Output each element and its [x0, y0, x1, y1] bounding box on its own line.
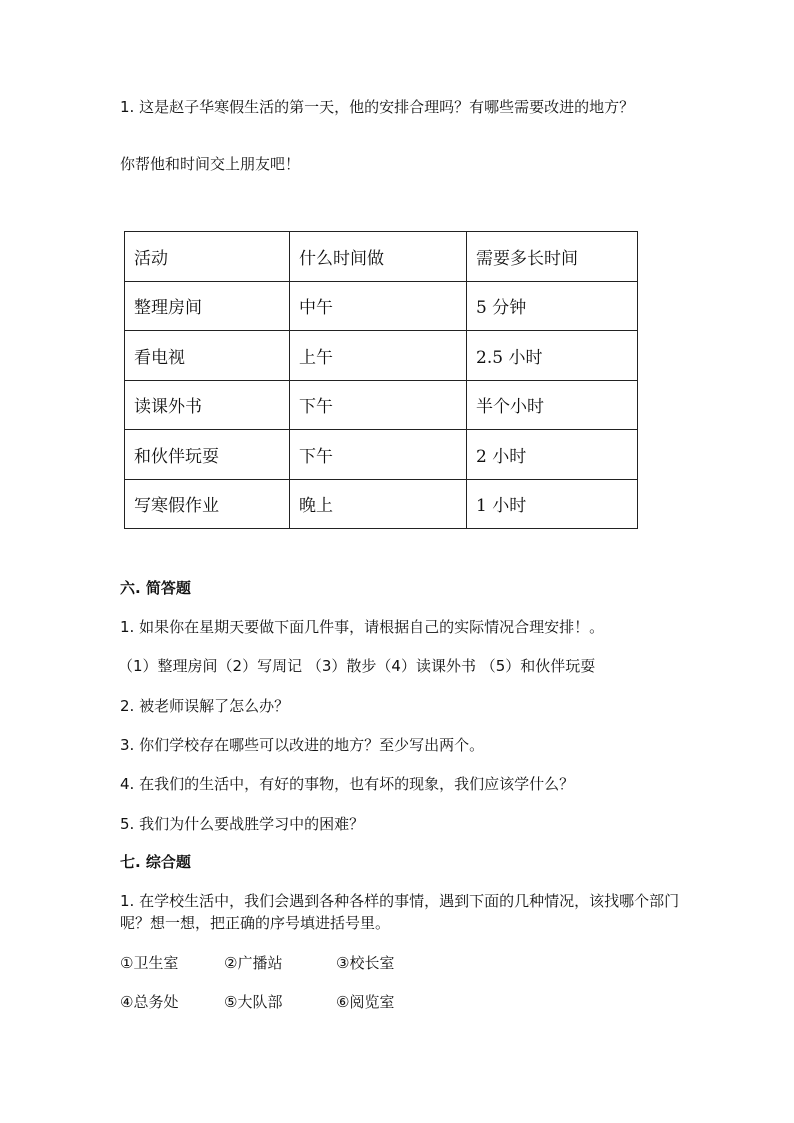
table-header-cell: 什么时间做: [290, 232, 467, 282]
option-item: ④总务处: [120, 993, 179, 1011]
question-1-text: 1. 这是赵子华寒假生活的第一天，他的安排合理吗？有哪些需要改进的地方？: [120, 98, 635, 116]
table-header-cell: 需要多长时间: [467, 232, 638, 282]
table-cell: 晚上: [290, 479, 467, 529]
table-cell: 下午: [290, 430, 467, 480]
section-6-question-5: 5. 我们为什么要战胜学习中的困难？: [120, 815, 365, 833]
schedule-table: [124, 231, 638, 529]
section-6-question-2: 2. 被老师误解了怎么办？: [120, 697, 290, 715]
question-1-prompt: 你帮他和时间交上朋友吧！: [120, 155, 301, 173]
option-item: ⑤大队部: [224, 993, 283, 1011]
table-cell: 写寒假作业: [125, 479, 290, 529]
option-item: ⑥阅览室: [336, 993, 395, 1011]
section-6-question-1-items: （1）整理房间（2）写周记 （3）散步（4）读课外书 （5）和伙伴玩耍: [118, 657, 596, 675]
section-7-question-1: 1. 在学校生活中，我们会遇到各种各样的事情，遇到下面的几种情况，该找哪个部门呢？想一想，把正确的序号填进括号里。: [120, 892, 680, 932]
table-cell: 看电视: [125, 331, 290, 381]
table-cell: 下午: [290, 380, 467, 430]
table-row: [125, 380, 638, 430]
table-cell: 上午: [290, 331, 467, 381]
option-item: ③校长室: [336, 954, 395, 972]
table-cell: 和伙伴玩耍: [125, 430, 290, 480]
section-6-question-1: 1. 如果你在星期天要做下面几件事，请根据自己的实际情况合理安排！。: [120, 618, 605, 636]
table-cell: 半个小时: [467, 380, 638, 430]
table-row: [125, 479, 638, 529]
section-6-title: 六. 简答题: [120, 579, 191, 597]
table-row: [125, 331, 638, 381]
table-row: [125, 281, 638, 331]
table-cell: 5 分钟: [467, 281, 638, 331]
table-row: [125, 430, 638, 480]
option-item: ①卫生室: [120, 954, 179, 972]
table-cell: 2 小时: [467, 430, 638, 480]
section-6-question-4: 4. 在我们的生活中，有好的事物，也有坏的现象，我们应该学什么？: [120, 775, 575, 793]
table-cell: 整理房间: [125, 281, 290, 331]
section-6-question-3: 3. 你们学校存在哪些可以改进的地方？至少写出两个。: [120, 736, 485, 754]
table-cell: 中午: [290, 281, 467, 331]
table-header-row: [125, 232, 638, 282]
section-7-title: 七. 综合题: [120, 853, 191, 871]
table-cell: 读课外书: [125, 380, 290, 430]
option-item: ②广播站: [224, 954, 283, 972]
table-header-cell: 活动: [125, 232, 290, 282]
table-cell: 2.5 小时: [467, 331, 638, 381]
table-cell: 1 小时: [467, 479, 638, 529]
